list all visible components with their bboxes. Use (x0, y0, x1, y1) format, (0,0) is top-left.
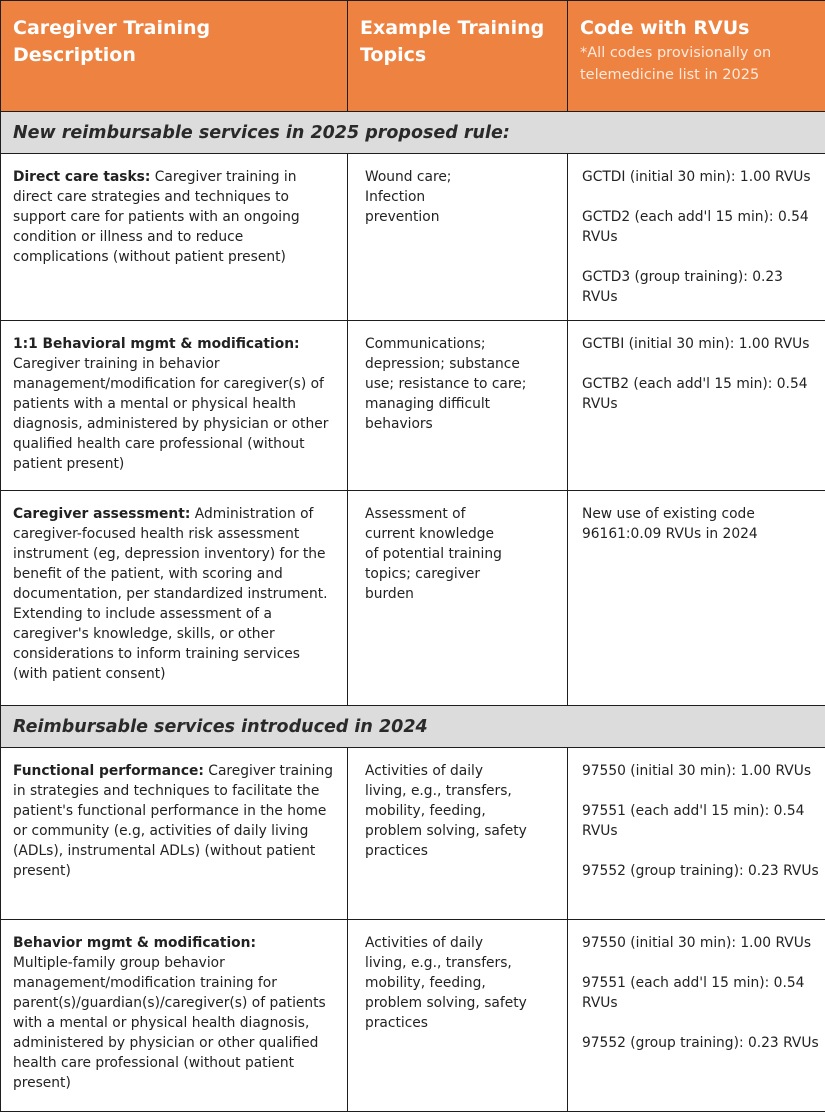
header-codes (568, 1, 825, 112)
topics-cell: Activities of daily living, e.g., transfers, mobility, feeding, problem solving, safety practices (348, 748, 568, 920)
description-cell (1, 321, 348, 491)
code-entry: GCTD2 (each add'l 15 min): 0.54 RVUs (582, 209, 809, 245)
codes-cell (568, 154, 825, 321)
code-entry: New use of existing code 96161:0.09 RVUs in 2024 (582, 506, 758, 542)
description-text: Administration of caregiver-focused health risk assessment instrument (eg, depression inventory) for the benefit of the patient, with scoring and documentation, per standardized instrument. Extending to include assessment of a caregiver's knowledge, skills, or other considerations to inform training services (with patient consent) (13, 506, 328, 682)
header-topics-label: Example Training Topics (360, 17, 545, 66)
code-entry: GCTB2 (each add'l 15 min): 0.54 RVUs (582, 376, 808, 412)
description-text: Caregiver training in strategies and techniques to facilitate the patient's functional performance in the home or community (e.g, activities of daily living (ADLs), instrumental ADLs) (without patient present) (13, 763, 334, 879)
description-text: Caregiver training in direct care strategies and techniques to support care for patients with an ongoing condition or illness and to reduce complications (without patient present) (13, 169, 300, 265)
code-entry: 97550 (initial 30 min): 1.00 RVUs (582, 935, 812, 951)
header-description-label: Caregiver Training Description (13, 17, 211, 66)
description-text: Multiple-family group behavior management/modification training for parent(s)/guardian(s)/caregiver(s) of patients with a mental or physical health diagnosis, administered by physician or other qualified health care professional (without patient present) (13, 955, 326, 1091)
code-entry: 97551 (each add'l 15 min): 0.54 RVUs (582, 975, 805, 1011)
description-cell (1, 491, 348, 706)
table-row (1, 748, 825, 920)
table-row (1, 491, 825, 706)
codes-cell (568, 920, 825, 1112)
code-entry: 97551 (each add'l 15 min): 0.54 RVUs (582, 803, 805, 839)
topics-cell: Wound care; Infection prevention (348, 154, 568, 321)
header-codes-label: Code with RVUs (580, 17, 750, 39)
description-cell (1, 154, 348, 321)
table-row (1, 321, 825, 491)
section-header-row (1, 706, 825, 748)
code-entry: 97552 (group training): 0.23 RVUs (582, 863, 819, 879)
code-entry: 97552 (group training): 0.23 RVUs (582, 1035, 819, 1051)
description-text: Caregiver training in behavior management/modification for caregiver(s) of patients with a mental or physical health diagnosis, administered by physician or other qualified health care professional (without patient present) (13, 356, 329, 472)
section-title: Reimbursable services introduced in 2024 (1, 706, 825, 748)
code-entry: GCTD3 (group training): 0.23 RVUs (582, 269, 783, 305)
description-title: Functional performance: (13, 763, 204, 779)
topics-cell: Communications; depression; substance use; resistance to care; managing difficult behaviors (348, 321, 568, 491)
table-row (1, 154, 825, 321)
description-title: 1:1 Behavioral mgmt & modification: (13, 336, 300, 352)
topics-cell: Assessment of current knowledge of potential training topics; caregiver burden (348, 491, 568, 706)
table-row (1, 920, 825, 1112)
codes-cell (568, 491, 825, 706)
description-title: Direct care tasks: (13, 169, 151, 185)
section-header-row (1, 112, 825, 154)
codes-cell (568, 321, 825, 491)
header-description (1, 1, 348, 112)
codes-cell (568, 748, 825, 920)
code-entry: 97550 (initial 30 min): 1.00 RVUs (582, 763, 812, 779)
topics-cell: Activities of daily living, e.g., transfers, mobility, feeding, problem solving, safety practices (348, 920, 568, 1112)
description-title: Behavior mgmt & modification: (13, 935, 256, 951)
section-title: New reimbursable services in 2025 proposed rule: (1, 112, 825, 154)
code-entry: GCTDI (initial 30 min): 1.00 RVUs (582, 169, 811, 185)
description-cell (1, 920, 348, 1112)
header-topics (348, 1, 568, 112)
table-header-row (1, 1, 825, 112)
header-codes-note: *All codes provisionally on telemedicine list in 2025 (580, 45, 772, 83)
code-entry: GCTBI (initial 30 min): 1.00 RVUs (582, 336, 810, 352)
description-title: Caregiver assessment: (13, 506, 191, 522)
description-cell (1, 748, 348, 920)
